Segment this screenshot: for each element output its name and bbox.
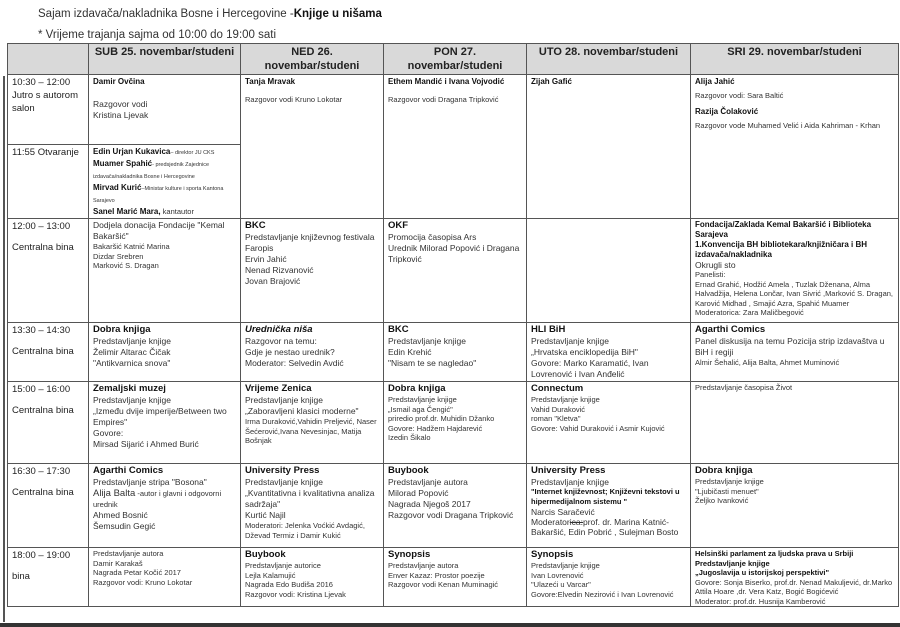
event-line: roman "Kletva": [531, 414, 581, 423]
speaker-name: Mirvad Kurić: [93, 183, 142, 192]
event-line: Kurtić Najil: [245, 510, 286, 520]
event-line: Predstavljanje knjige: [531, 477, 609, 487]
event-line: Marković S. Dragan: [93, 261, 159, 270]
event-line-strikethrough: ica:: [569, 517, 583, 527]
event-line: „Između dvije imperije/Between two Empires": [93, 406, 227, 427]
event-cell: [691, 382, 899, 464]
event-organizer: Dobra knjiga: [388, 383, 446, 394]
bottom-border-bar: [0, 623, 900, 627]
speaker-role: -autor i glavni i odgovorni urednik: [93, 489, 222, 509]
event-cell: [527, 75, 691, 219]
event-line: Moderatorica: Zara Maličbegović: [695, 308, 804, 317]
event-organizer: Agarthi Comics: [695, 324, 766, 335]
event-line: Razgovor vodi Kruno Lokotar: [245, 95, 343, 104]
event-cell: [691, 219, 899, 323]
place-label: Jutro s autorom salon: [12, 90, 78, 114]
event-cell: [89, 548, 241, 607]
event-title: 1.Konvencija BH bibliotekara/knjižničara i BH izdavača/nakladnika: [695, 240, 868, 259]
table-row: [8, 382, 899, 464]
event-organizer: HLI BiH: [531, 324, 566, 335]
event-line: Kristina Ljevak: [93, 110, 149, 120]
time-label: 15:00 – 16:00: [12, 384, 71, 395]
event-line: Govore: Sonja Biserko, prof.dr. Nenad Makuljević, dr.Marko Attila Hoare ,dr. Vera Katz, Bogić Bogićević: [695, 577, 893, 596]
event-line: Razgovor na temu:: [245, 336, 317, 346]
event-cell: [527, 548, 691, 607]
event-line: Predstavljanje knjige: [531, 395, 600, 404]
event-line: Predstavljanje književnog festivala Faropis: [245, 232, 375, 253]
event-line: Želimir Altarac Čičak: [93, 347, 171, 357]
event-line: Panel diskusija na temu Pozicija strip izdavaštva u BiH i regiji: [695, 336, 885, 357]
event-guest: Damir Ovčina: [93, 77, 145, 86]
event-line: „Hrvatska enciklopedija BiH": [531, 347, 638, 357]
column-header-sun: NED 26. novembar/studeni: [241, 44, 384, 75]
place-label: Centralna bina: [12, 487, 74, 498]
event-line: Lejla Kalamujić: [245, 570, 296, 580]
time-cell: [8, 464, 89, 548]
event-cell: [241, 464, 384, 548]
event-line: Predstavljanje knjige: [245, 477, 323, 487]
event-organizer: Synopsis: [531, 549, 574, 560]
table-row: [8, 219, 899, 323]
event-title: Predstavljanje knjige: [695, 558, 770, 568]
event-organizer: Zemaljski muzej: [93, 383, 166, 394]
event-organizer: Vrijeme Zenica: [245, 383, 312, 394]
speaker-name: Edin Urjan Kukavica: [93, 147, 171, 156]
event-cell: [89, 75, 241, 145]
table-row: [8, 464, 899, 548]
event-line: Dodjela donacija Fondacije "Kemal Bakaršić": [93, 220, 225, 241]
event-line: Ervin Jahić: [245, 254, 287, 264]
event-line: Predstavljanje knjige: [388, 336, 466, 346]
event-cell: [691, 464, 899, 548]
event-line: Predstavljanje knjige: [695, 477, 764, 486]
event-cell: [527, 382, 691, 464]
time-label: 10:30 – 12:00: [12, 77, 71, 88]
event-cell: [384, 323, 527, 382]
event-line: Nagrada Petar Kočić 2017: [93, 568, 181, 577]
event-organizer: BKC: [245, 220, 266, 231]
speaker-role: kantautor: [160, 207, 194, 216]
event-organizer: Buybook: [245, 549, 286, 560]
event-title: "Internet književnost; Književni tekstovi u hipermedijalnom sistemu ": [531, 487, 680, 506]
event-organizer: Buybook: [388, 465, 429, 476]
event-organizer: Dobra knjiga: [695, 465, 753, 476]
event-cell: [89, 219, 241, 323]
event-cell: [527, 323, 691, 382]
speaker-role: - predsjednik Zajednice izdavača/nakladnika Bosne i Hercegovine: [93, 162, 210, 180]
event-line: Promocija časopisa Ars: [388, 232, 477, 242]
event-line: Razgovor vode Muhamed Velić i Aida Kahriman - Krhan: [695, 120, 881, 130]
event-line: Dizdar Srebren: [93, 251, 144, 261]
event-cell: [241, 219, 384, 323]
event-line: Moderator: [531, 517, 570, 527]
event-line: Predstavljanje autora: [388, 561, 459, 570]
event-cell: [691, 75, 899, 219]
event-line: Razgovor vodi: Kruno Lokotar: [93, 577, 193, 587]
event-cell: [691, 323, 899, 382]
event-line: Predstavljanje autorice: [245, 561, 321, 570]
speaker-role: –Ministar kulture i sporta Kantona Sarajevo: [93, 186, 224, 204]
time-label: 12:00 – 13:00: [12, 221, 71, 232]
event-line: „Ismail aga Čengić": [388, 404, 453, 414]
event-line: Moderator: Selvedin Avdić: [245, 358, 344, 368]
place-label: Centralna bina: [12, 405, 74, 416]
event-line: Gdje je nestao urednik?: [245, 347, 335, 357]
event-cell: [384, 75, 527, 219]
event-line: Mirsad Sijarić i Ahmed Burić: [93, 439, 199, 449]
event-line: Damir Karakaš: [93, 558, 143, 568]
event-guest: Ethem Mandić i Ivana Vojvodić: [388, 77, 505, 86]
event-line: „Zaboravljeni klasici moderne": [245, 406, 359, 416]
event-organizer: Connectum: [531, 383, 584, 394]
event-line: Razgovor vodi Dragana Tripković: [388, 95, 499, 104]
event-line: Ivan Lovrenović: [531, 570, 584, 580]
event-line: Razgovor vodi: Sara Baltić: [695, 91, 784, 100]
event-line: Narcis Saračević: [531, 507, 595, 517]
column-header-sat: SUB 25. novembar/studeni: [89, 44, 241, 75]
event-line: Razgovor vodi: Kristina Ljevak: [245, 589, 346, 599]
event-line: Predstavljanje časopisa Život: [695, 383, 793, 392]
event-line: "Ljubičasti menuet": [695, 486, 759, 496]
event-line: „Kvantitativna i kvalitativna analiza sadržaja": [245, 488, 375, 509]
event-line: Razgovor vodi Dragana Tripković: [388, 510, 514, 520]
place-label: bina: [12, 571, 30, 582]
event-line: Govore:: [93, 428, 124, 438]
event-cell-empty: [527, 219, 691, 323]
event-organizer: Fondacija/Zaklada Kemal Bakaršić i Biblioteka Sarajeva: [695, 220, 872, 239]
event-line: Moderator: prof.dr. Husnija Kamberović: [695, 596, 826, 606]
event-line: Izedin Šikalo: [388, 433, 431, 442]
speaker-role: – direktor JU CKS: [170, 150, 215, 156]
time-cell: [8, 548, 89, 607]
title-prefix: Sajam izdavača/nakladnika Bosne i Hercegovine -: [38, 8, 294, 20]
event-line: Almir Šehalić, Alija Balta, Ahmet Muminović: [695, 358, 840, 367]
event-line: "Nisam te se nagledao": [388, 358, 477, 368]
event-line: Govore:Elvedin Nezirović i Ivan Lovrenović: [531, 589, 674, 599]
event-cell: [89, 382, 241, 464]
event-line: Vahid Duraković: [531, 404, 586, 414]
event-line: Predstavljanje knjige: [245, 395, 323, 405]
event-line: Panelisti:: [695, 270, 726, 279]
event-line: Nagrada Edo Budiša 2016: [245, 580, 333, 589]
event-cell: [241, 548, 384, 607]
event-cell: [384, 548, 527, 607]
time-label: 11:55 Otvaranje: [12, 147, 79, 158]
event-line: Predstavljanje knjige: [531, 561, 600, 570]
time-label: 13:30 – 14:30: [12, 325, 71, 336]
time-cell: [8, 323, 89, 382]
speaker-name: Sanel Marić Mara,: [93, 207, 161, 216]
event-line: Predstavljanje knjige: [531, 336, 609, 346]
event-guest: Zijah Gafić: [531, 77, 572, 86]
event-line: Bakaršić Katnić Marina: [93, 242, 170, 251]
time-cell: [8, 219, 89, 323]
event-line: Nagrada Njegoš 2017: [388, 499, 471, 509]
page-title: [38, 8, 382, 20]
event-line: Predstavljanje autora: [388, 477, 468, 487]
table-row: [8, 323, 899, 382]
event-cell: [691, 548, 899, 607]
event-guest: Alija Jahić: [695, 77, 735, 86]
event-organizer: Agarthi Comics: [93, 465, 164, 476]
column-header-time: [8, 44, 89, 75]
event-line: Milorad Popović: [388, 488, 449, 498]
left-border-line: [3, 76, 5, 622]
event-organizer: BKC: [388, 324, 409, 335]
table-row: [8, 548, 899, 607]
event-cell: [384, 382, 527, 464]
event-line: Razgovor vodi: [93, 99, 148, 109]
event-line: Enver Kazaz: Prostor poezije: [388, 570, 485, 580]
fair-hours-note: * Vrijeme trajanja sajma od 10:00 do 19:00 sati: [38, 29, 277, 41]
event-guest: Tanja Mravak: [245, 77, 296, 86]
event-cell: [384, 219, 527, 323]
event-cell: [241, 75, 384, 219]
event-line: Urednik Milorad Popović i Dragana Tripković: [388, 243, 520, 264]
event-line: Ahmed Bosnić: [93, 510, 148, 520]
event-cell: [241, 323, 384, 382]
event-line: Predstavljanje knjige: [388, 395, 457, 404]
schedule-table: [7, 43, 899, 607]
event-line: "Antikvarnica snova": [93, 358, 171, 368]
event-line: Predstavljanje knjige: [93, 336, 171, 346]
column-header-wed: SRI 29. novembar/studeni: [691, 44, 899, 75]
time-cell: [8, 382, 89, 464]
event-cell: [384, 464, 527, 548]
event-cell: [89, 145, 241, 219]
event-guest: Razija Čolaković: [695, 106, 759, 116]
place-label: Centralna bina: [12, 242, 74, 253]
column-header-mon: PON 27. novembar/studeni: [384, 44, 527, 75]
event-line: Govore: Hadžem Hajdarević: [388, 423, 483, 433]
table-row: [8, 75, 899, 145]
event-organizer: Synopsis: [388, 549, 431, 560]
event-organizer: University Press: [531, 465, 606, 476]
event-title: „Jugoslavija u istorijskoj perspektivi": [695, 568, 830, 577]
event-line: Okrugli sto: [695, 260, 736, 270]
event-cell: [241, 382, 384, 464]
event-line: Ernad Grahić, Hodžić Amela , Tuzlak Dženana, Alma Halvadžija, Helena Lončar, Ivan Sivrić ,Marković S. Dragan, Karović Midhad , Smajić Azra, Spahić Muamer: [695, 279, 894, 308]
event-line: Predstavljanje knjige: [93, 395, 171, 405]
speaker-name: Muamer Spahić: [93, 159, 153, 168]
column-header-tue: UTO 28. novembar/studeni: [527, 44, 691, 75]
event-cell: [527, 464, 691, 548]
event-line: Jovan Brajović: [245, 276, 301, 286]
event-line: Govore: Marko Karamatić, Ivan Lovrenović i Ivan Anđelić: [531, 358, 649, 379]
event-line: Irma Duraković,Vahidin Preljević, Naser Šećerović,Ivana Nevesinjac, Matija Bošnjak: [245, 417, 377, 445]
header-row: [8, 44, 899, 75]
event-line: Predstavljanje autora: [93, 549, 164, 558]
event-line: "Ulazeći u Varcar": [531, 580, 591, 589]
event-line: prof. dr. Marina Katnić-Bakaršić, Edin Pobrić , Sulejman Bosto: [531, 517, 679, 537]
place-label: Centralna bina: [12, 346, 74, 357]
event-line: Edin Krehić: [388, 347, 432, 357]
event-line: priredio prof.dr. Muhidin Džanko: [388, 414, 495, 423]
event-cell: [89, 323, 241, 382]
event-line: Željko Ivanković: [695, 496, 749, 505]
event-line: Nenad Rizvanović: [245, 265, 314, 275]
event-organizer: University Press: [245, 465, 320, 476]
event-line: Razgovor vodi Kenan Muminagić: [388, 580, 499, 589]
time-label: 18:00 – 19:00: [12, 550, 71, 561]
event-line: Predstavljanje stripa "Bosona": [93, 477, 207, 487]
event-organizer: Helsinški parlament za ljudska prava u Srbiji: [695, 549, 854, 558]
time-cell: [8, 145, 89, 219]
event-cell: [89, 464, 241, 548]
event-line: Šemsudin Gegić: [93, 521, 156, 531]
event-line: Govore: Vahid Duraković i Asmir Kujović: [531, 423, 665, 433]
time-label: 16:30 – 17:30: [12, 466, 71, 477]
event-organizer: OKF: [388, 220, 409, 231]
time-cell: [8, 75, 89, 145]
event-line: Moderatori: Jelenka Voćkić Avdagić, Dževad Termiz i Damir Kukić: [245, 521, 365, 540]
event-organizer: Urednička niša: [245, 324, 313, 335]
speaker-name: Alija Balta: [93, 488, 136, 499]
event-organizer: Dobra knjiga: [93, 324, 151, 335]
title-bold: Knjige u nišama: [293, 8, 382, 20]
